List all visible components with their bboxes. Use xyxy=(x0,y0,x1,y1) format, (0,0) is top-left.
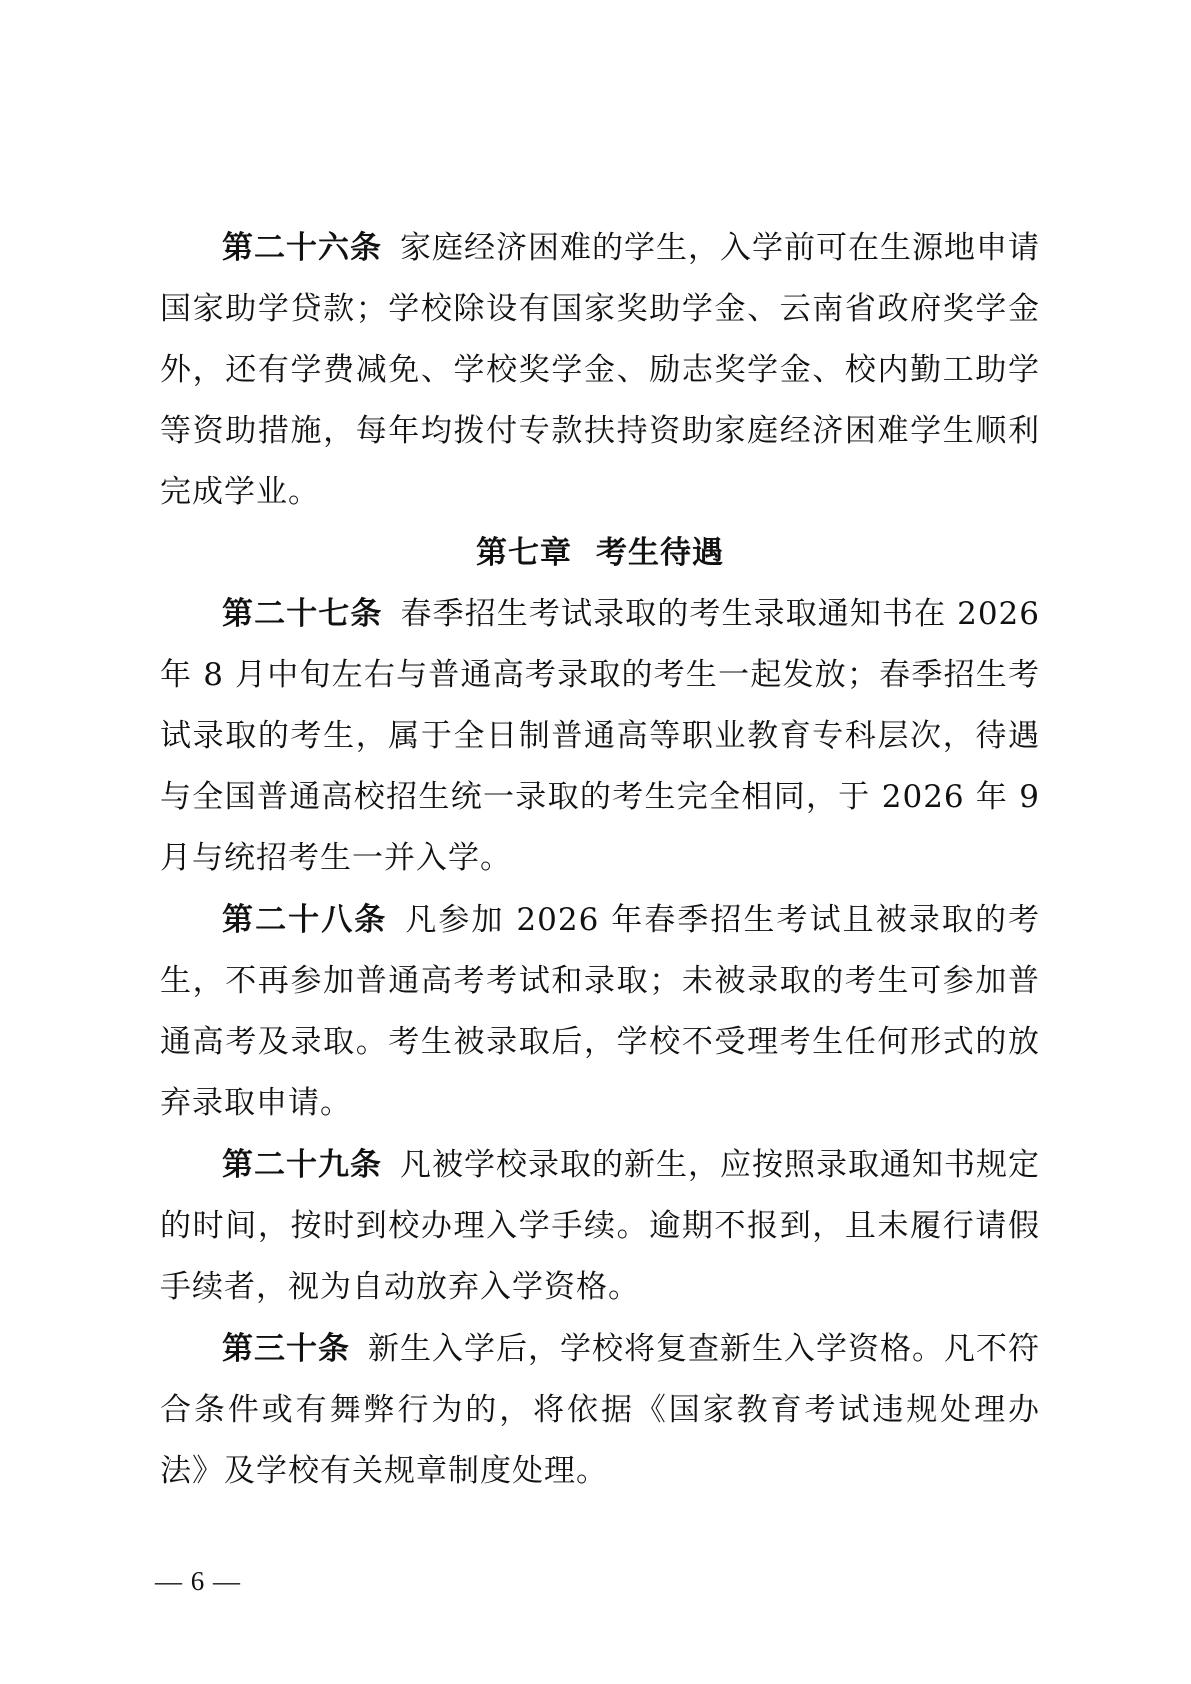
article-27-label: 第二十七条 xyxy=(222,596,383,632)
article-27 xyxy=(160,584,1040,889)
chapter-7-heading xyxy=(160,523,1040,584)
document-body xyxy=(160,218,1040,1502)
article-30-text: 新生入学后，学校将复查新生入学资格。凡不符合条件或有舞弊行为的，将依据《国家教育考试违规处理办法》及学校有关规章制度处理。 xyxy=(160,1331,1040,1489)
article-29-text: 凡被学校录取的新生，应按照录取通知书规定的时间，按时到校办理入学手续。逾期不报到，且未履行请假手续者，视为自动放弃入学资格。 xyxy=(160,1147,1040,1305)
article-28 xyxy=(160,890,1040,1134)
article-30 xyxy=(160,1319,1040,1502)
article-27-text: 春季招生考试录取的考生录取通知书在 2026 年 8 月中旬左右与普通高考录取的考生一起发放；春季招生考试录取的考生，属于全日制普通高等职业教育专科层次，待遇与全国普通高校招生统一录取的考生完全相同，于 2026 年 9 月与统招考生一并入学。 xyxy=(160,596,1041,876)
article-29 xyxy=(160,1135,1040,1318)
article-29-label: 第二十九条 xyxy=(222,1147,382,1183)
article-28-label: 第二十八条 xyxy=(222,902,388,938)
article-26-text: 家庭经济困难的学生，入学前可在生源地申请国家助学贷款；学校除设有国家奖助学金、云南省政府奖学金外，还有学费减免、学校奖学金、励志奖学金、校内勤工助学等资助措施，每年均拨付专款扶持资助家庭经济困难学生顺利完成学业。 xyxy=(160,230,1040,510)
article-26-label: 第二十六条 xyxy=(222,230,382,266)
article-28-text: 凡参加 2026 年春季招生考试且被录取的考生，不再参加普通高考考试和录取；未被录取的考生可参加普通高考及录取。考生被录取后，学校不受理考生任何形式的放弃录取申请。 xyxy=(160,902,1041,1121)
chapter-title: 考生待遇 xyxy=(596,535,724,571)
article-30-label: 第三十条 xyxy=(222,1331,350,1367)
page-number: — 6 — xyxy=(155,1566,241,1596)
article-26 xyxy=(160,218,1040,523)
chapter-number: 第七章 xyxy=(476,535,572,571)
